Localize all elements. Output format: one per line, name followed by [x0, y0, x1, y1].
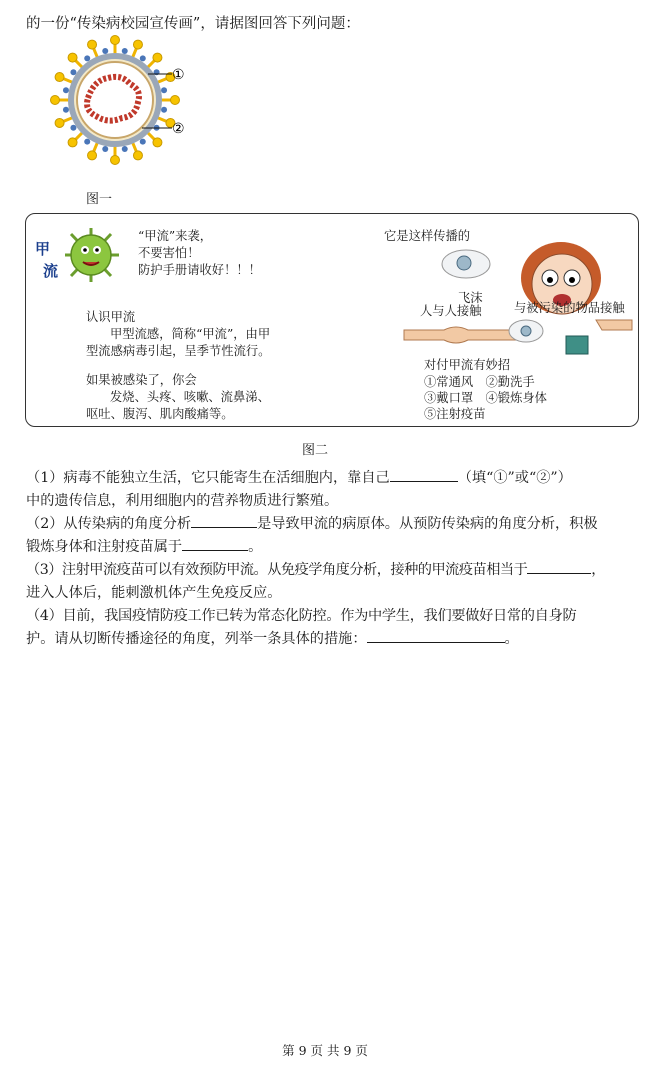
- spike-head: [51, 96, 60, 105]
- handshake-icon: [404, 318, 516, 348]
- cope-line-2: ③戴口罩 ④锻炼身体: [424, 391, 547, 405]
- figure-1-caption: 图一: [86, 192, 113, 207]
- question-2-line-1: （2）从传染病的角度分析 是导致甲流的病原体。从预防传染病的角度分析，积极: [26, 513, 598, 533]
- slogan-line-2: 不要害怕！: [138, 246, 200, 260]
- label-2: ②: [172, 121, 185, 137]
- question-1-line-1: （1）病毒不能独立生活，它只能寄生在活细胞内，靠自己 （填“①”或“②”）: [26, 467, 572, 487]
- spike-head: [171, 96, 180, 105]
- cope-line-3: ⑤注射疫苗: [424, 407, 486, 421]
- virus-illustration: [20, 40, 220, 160]
- spike-head: [133, 40, 142, 49]
- contaminated-object-icon: [556, 314, 636, 358]
- germ-bubble-icon: [506, 318, 546, 344]
- infect-line-2: 呕吐、腹泻、肌肉酸痛等。: [86, 407, 234, 421]
- slogan-line-3: 防护手册请收好！！！: [138, 263, 261, 277]
- question-3-line-1: （3）注射甲流疫苗可以有效预防甲流。从免疫学角度分析，接种的甲流疫苗相当于 ，: [26, 559, 605, 579]
- answer-blank-2[interactable]: [191, 513, 257, 528]
- answer-blank-3[interactable]: [182, 536, 248, 551]
- surface-protein: [122, 146, 128, 152]
- surface-protein: [140, 139, 146, 145]
- intro-text: 的一份“传染病校园宣传画”，请据图回答下列问题：: [26, 16, 360, 32]
- infect-line-1: 发烧、头疼、咳嗽、流鼻涕、: [110, 390, 270, 404]
- know-title: 认识甲流: [86, 310, 136, 324]
- spike-head: [68, 53, 77, 62]
- thought-bubble-icon: [436, 248, 502, 282]
- flu-mascot-icon: [31, 222, 131, 288]
- page-footer: 第 9 页 共 9 页: [282, 1043, 368, 1058]
- cope-title: 对付甲流有妙招: [424, 358, 511, 372]
- spread-object-label: 与被污染的物品接触: [514, 301, 625, 315]
- figure-2-poster: [25, 213, 639, 427]
- surface-protein: [63, 107, 69, 113]
- question-4-line-1: （4）目前，我国疫情防疫工作已转为常态化防控。作为中学生，我们要做好日常的自身防: [26, 608, 577, 624]
- surface-protein: [161, 87, 167, 93]
- surface-protein: [122, 48, 128, 54]
- label-1: ①: [172, 67, 185, 83]
- question-3-line-2: 进入人体后，能刺激机体产生免疫反应。: [26, 585, 282, 601]
- spike-head: [111, 36, 120, 45]
- question-1-line-2: 中的遗传信息，利用细胞内的营养物质进行繁殖。: [26, 493, 339, 509]
- surface-protein: [84, 55, 90, 61]
- spike-head: [68, 138, 77, 147]
- logo-char-2: 流: [43, 262, 59, 280]
- surface-protein: [63, 87, 69, 93]
- figure-2-caption: 图二: [302, 443, 329, 458]
- surface-protein: [102, 146, 108, 152]
- surface-protein: [102, 48, 108, 54]
- spike-head: [55, 73, 64, 82]
- spike-head: [55, 118, 64, 127]
- spread-title: 它是这样传播的: [384, 229, 471, 243]
- spike-head: [88, 151, 97, 160]
- spike-head: [133, 151, 142, 160]
- know-line-2: 型流感病毒引起，呈季节性流行。: [86, 344, 271, 358]
- question-2-line-2: 锻炼身体和注射疫苗属于 。: [26, 536, 262, 556]
- surface-protein: [84, 139, 90, 145]
- surface-protein: [70, 125, 76, 131]
- spread-droplet-label: 飞沫: [458, 291, 483, 305]
- answer-blank-5[interactable]: [367, 628, 505, 643]
- logo-char-1: 甲: [35, 240, 51, 258]
- answer-blank-1[interactable]: [390, 467, 458, 482]
- infect-title: 如果被感染了，你会: [86, 373, 197, 387]
- spike-head: [88, 40, 97, 49]
- surface-protein: [161, 107, 167, 113]
- surface-protein: [140, 55, 146, 61]
- slogan-line-1: “甲流”来袭，: [138, 229, 213, 243]
- spike-head: [153, 53, 162, 62]
- figure-1-virus: [20, 40, 220, 160]
- spread-contact-label: 人与人接触: [420, 304, 482, 318]
- spike-head: [111, 156, 120, 165]
- question-4-line-2: 护。请从切断传播途径的角度，列举一条具体的措施： 。: [26, 628, 519, 648]
- know-line-1: 甲型流感，简称“甲流”，由甲: [110, 327, 271, 341]
- spike-head: [153, 138, 162, 147]
- surface-protein: [70, 69, 76, 75]
- answer-blank-4[interactable]: [527, 559, 591, 574]
- cope-line-1: ①常通风 ②勤洗手: [424, 375, 535, 389]
